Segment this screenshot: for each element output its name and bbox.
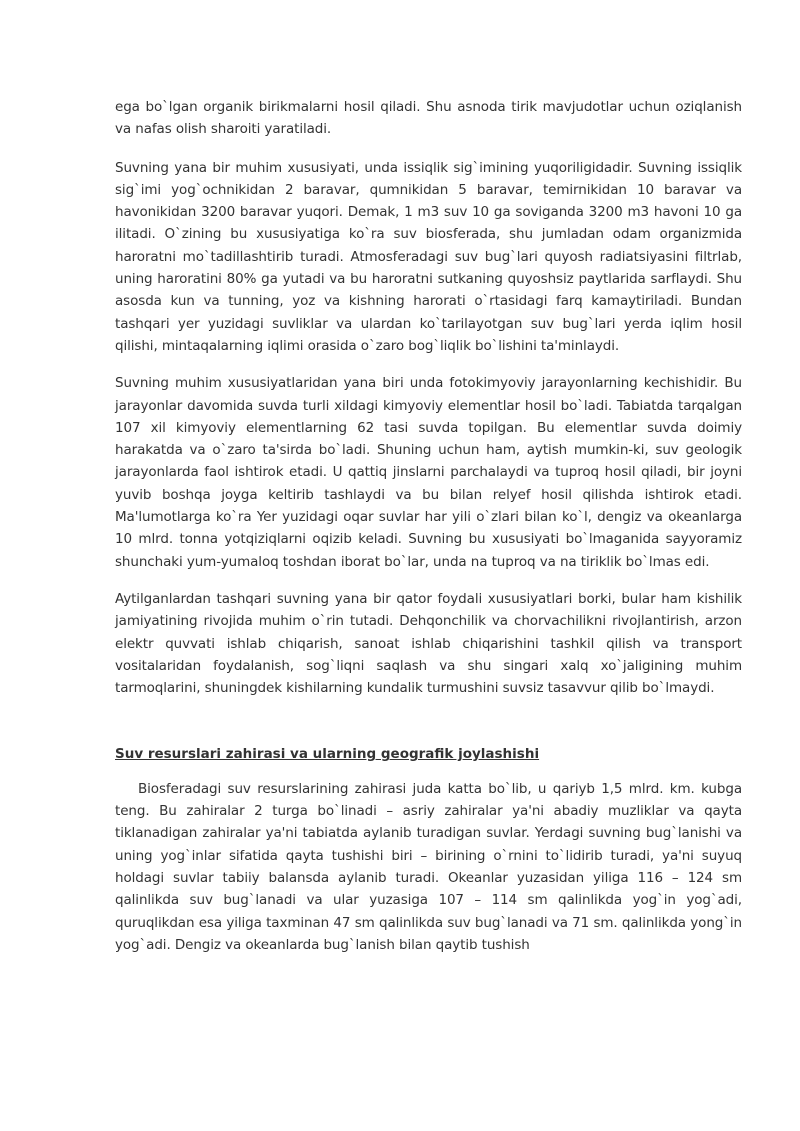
paragraph-2: Suvning yana bir muhim xususiyati, unda issiqlik sig`imining yuqoriligidadir. Suvning issiqlik sig`imi yog`ochnikidan 2 baravar, qumnikidan 5 baravar, temirnikidan 10 baravar va havonikidan 3200 baravar yuqori. Demak, 1 m3 suv 10 ga soviganda 3200 m3 havoni 10 ga ilitadi. O`zining bu xususiyatiga ko`ra suv biosferada, shu jumladan odam organizmida haroratni mo`tadillashtirib turadi. Atmosferadagi suv bug`lari quyosh radiatsiyasini filtrlab, uning haroratini 80% ga yutadi va bu haroratni sutkaning quyoshsiz paytlarida sarflaydi. Shu asosda kun va tunning, yoz va kishning harorati o`rtasidagi farq kamaytiriladi. Bundan tashqari yer yuzidagi suvliklar va ulardan ko`tarilayotgan suv bug`lari yerda iqlim hosil qilishi, mintaqalarning iqlimi orasida o`zaro bog`liqlik bo`lishini ta'minlaydi. xyxy=(115,159,742,354)
document-body xyxy=(115,96,742,956)
paragraph-3: Suvning muhim xususiyatlaridan yana biri unda fotokimyoviy jarayonlarning kechishidir. Bu jarayonlar davomida suvda turli xildagi kimyoviy elementlar hosil bo`ladi. Tabiatda tarqalgan 107 xil kimyoviy elementlarning 62 tasi suvda topilgan. Bu elementlar suvda doimiy harakatda va o`zaro ta'sirda bo`ladi. Shuning uchun ham, aytish mumkin-ki, suv geologik jarayonlarda faol ishtirok etadi. U qattiq jinslarni parchalaydi va tuproq hosil qiladi, bir joyni yuvib boshqa joyga keltirib tashlaydi va bu bilan relyef hosil qilishda ishtirok etadi. Ma'lumotlarga ko`ra Yer yuzidagi oqar suvlar har yili o`zlari bilan ko`l, dengiz va okeanlarga 10 mlrd. tonna yotqiziqlarni oqizib keladi. Suvning bu xususiyati bo`lmaganida sayyoramiz shunchaki yum-yumaloq toshdan iborat bo`lar, unda na tuproq va na tiriklik bo`lmas edi. xyxy=(115,375,742,570)
section-heading: Suv resurslari zahirasi va ularning geografik joylashishi xyxy=(115,746,540,763)
paragraph-4: Aytilganlardan tashqari suvning yana bir qator foydali xususiyatlari borki, bular ham kishilik jamiyatining rivojida muhim o`rin tutadi. Dehqonchilik va chorvachilikni rivojlantirish, arzon elektr quvvati ishlab chiqarish, sanoat ishlab chiqarishini tashkil qilish va transport vositalaridan foydalanish, sog`liqni saqlash va shu singari xalq xo`jaligining muhim tarmoqlarini, shuningdek kishilarning kundalik turmushini suvsiz tasavvur qilib bo`lmaydi. xyxy=(115,590,742,697)
section-spacer xyxy=(115,699,742,743)
section-paragraph: Biosferadagi suv resurslarining zahirasi juda katta bo`lib, u qariyb 1,5 mlrd. km. kubga teng. Bu zahiralar 2 turga bo`linadi – asriy zahiralar ya'ni abadiy muzliklar va qayta tiklanadigan zahiralar ya'ni tabiatda aylanib turadigan suvlar. Yerdagi suvning bug`lanishi va uning yog`inlar sifatida qayta tushishi biri – birining o`rnini to`lidirib turadi, ya'ni suyuq holdagi suvlar tabiiy balansda aylanib turadi. Okeanlar yuzasidan yiliga 116 – 124 sm qalinlikda suv bug`lanadi va ular yuzasiga 107 – 114 sm qalinlikda yog`in yog`adi, quruqlikdan esa yiliga taxminan 47 sm qalinlikda suv bug`lanadi va 71 sm. qalinlikda yong`in yog`adi. Dengiz va okeanlarda bug`lanish bilan qaytib tushish xyxy=(115,780,742,953)
paragraph-1: ega bo`lgan organik birikmalarni hosil qiladi. Shu asnoda tirik mavjudotlar uchun oziqlanish va nafas olish sharoiti yaratiladi. xyxy=(115,99,742,138)
